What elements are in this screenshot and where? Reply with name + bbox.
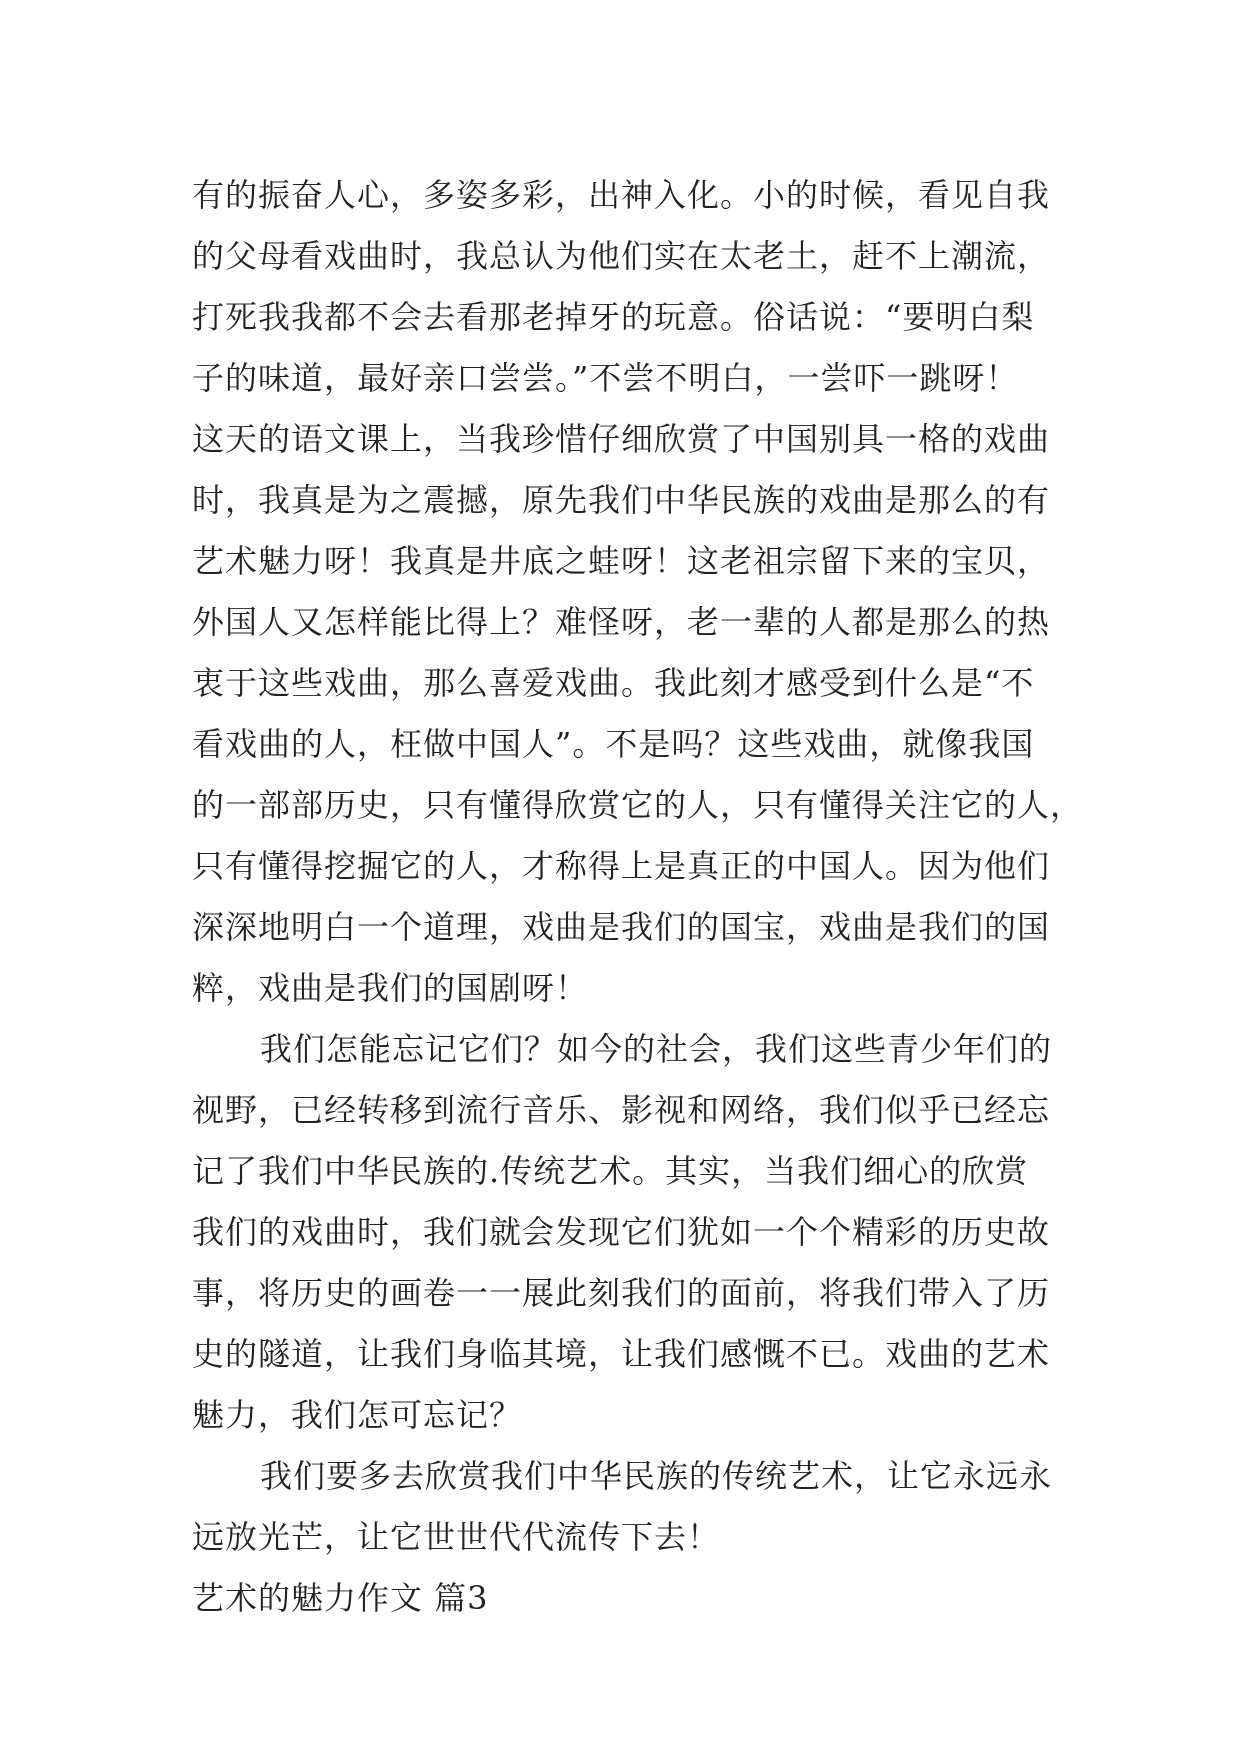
paragraph-line: 看戏曲的人，枉做中国人”。不是吗？这些戏曲，就像我国 (192, 725, 1035, 763)
paragraph-3 (192, 1446, 1072, 1568)
paragraph-line: 事，将历史的画卷一一展此刻我们的面前，将我们带入了历 (192, 1274, 1051, 1312)
paragraph-line: 记了我们中华民族的.传统艺术。其实，当我们细心的欣赏 (192, 1152, 1029, 1190)
paragraph-line: 魅力，我们怎可忘记？ (192, 1396, 523, 1434)
paragraph-line: 的父母看戏曲时，我总认为他们实在太老土，赶不上潮流， (192, 237, 1051, 275)
paragraph-line: 子的味道，最好亲口尝尝。”不尝不明白，一尝吓一跳呀！ (192, 359, 1019, 397)
paragraph-line: 深深地明白一个道理，戏曲是我们的国宝，戏曲是我们的国 (192, 908, 1051, 946)
paragraph-line: 艺术魅力呀！我真是井底之蛙呀！这老祖宗留下来的宝贝， (192, 542, 1051, 580)
paragraph-line: 史的隧道，让我们身临其境，让我们感慨不已。戏曲的艺术 (192, 1335, 1051, 1373)
paragraph-line: 远放光芒，让它世世代代流传下去！ (192, 1518, 721, 1556)
paragraph-line: 有的振奋人心，多姿多彩，出神入化。小的时候，看见自我 (192, 176, 1051, 214)
paragraph-line: 时，我真是为之震撼，原先我们中华民族的戏曲是那么的有 (192, 481, 1051, 519)
paragraph-line: 只有懂得挖掘它的人，才称得上是真正的中国人。因为他们 (192, 847, 1051, 885)
paragraph-1 (192, 165, 1084, 1019)
paragraph-2 (192, 1019, 1072, 1446)
paragraph-line: 视野，已经转移到流行音乐、影视和网络，我们似乎已经忘 (192, 1091, 1051, 1129)
paragraph-line: 我们怎能忘记它们？如今的社会，我们这些青少年们的 (260, 1030, 1053, 1068)
paragraph-line: 衷于这些戏曲，那么喜爱戏曲。我此刻才感受到什么是“不 (192, 664, 1035, 702)
essay-body (192, 165, 1084, 1629)
paragraph-line: 我们要多去欣赏我们中华民族的传统艺术，让它永远永 (260, 1457, 1053, 1495)
paragraph-line: 我们的戏曲时，我们就会发现它们犹如一个个精彩的历史故 (192, 1213, 1051, 1251)
paragraph-line: 的一部部历史，只有懂得欣赏它的人，只有懂得关注它的人， (192, 786, 1084, 824)
paragraph-line: 打死我我都不会去看那老掉牙的玩意。俗话说：“要明白梨 (192, 298, 1035, 336)
paragraph-line: 外国人又怎样能比得上？难怪呀，老一辈的人都是那么的热 (192, 603, 1051, 641)
paragraph-line: 这天的语文课上，当我珍惜仔细欣赏了中国别具一格的戏曲 (192, 420, 1051, 458)
section-heading: 艺术的魅力作文 篇3 (192, 1579, 489, 1617)
paragraph-line: 粹，戏曲是我们的国剧呀！ (192, 969, 589, 1007)
